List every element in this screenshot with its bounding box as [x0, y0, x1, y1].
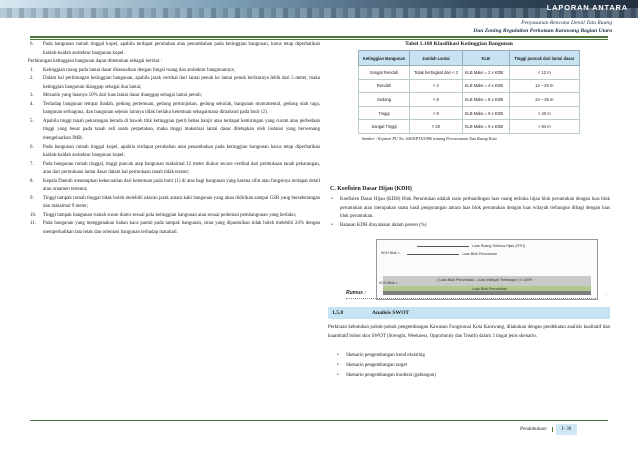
section-number: 1.5.8: [332, 310, 344, 316]
table-cell: > 84 m: [509, 120, 579, 134]
diagram-label-kdh: KDH Blok =: [381, 251, 400, 255]
rumus-end: .: [606, 292, 608, 297]
page-number: I- 30: [556, 424, 578, 435]
table-cell: KLB Maks = 9 x KDB: [462, 106, 509, 120]
bullet-icon: •: [331, 223, 333, 228]
table-cell: 24 – 36 m: [509, 93, 579, 107]
list-item: 2. Dalam hal perhitungan ketinggian bangunan, apabila jarak vertikal dari lantai penuh ke lantai penuh berikutnya lebih dari 5 meter, maka ketinggian bangunan dianggap sebagai dua lantai;: [30, 76, 320, 90]
list-item: 6. Pada bangunan rumah tinggal kopel, apabila terdapat perubahan atau penambahan pada ketinggian bangunan harus tetap diperhatikan kaidah-kaidah arsitektur bangunan kopel;: [30, 144, 320, 159]
table-title: Tabel 1.168 Klasifikasi Ketinggian Bangunan: [405, 41, 513, 47]
table-cell: KLB Maks = 2 x KDB: [462, 66, 509, 80]
section-c-heading: C. Koefisien Dasar Hijau (KDH): [330, 186, 412, 192]
table-header: Ketinggian Bangunan: [359, 51, 410, 66]
table-row: [359, 120, 580, 134]
subtitle-line-2: Dan Zoning Regulation Perkotaan Karawang Bagian Utara: [473, 27, 612, 34]
table-cell: > 20: [410, 120, 463, 134]
table-cell: Sedang: [359, 93, 410, 107]
left-column: [28, 41, 320, 238]
right-column: [328, 41, 610, 141]
kdh-limit: • Batasan KDH dinyatakan dalam persen (%): [340, 222, 610, 231]
header-banner: [0, 0, 638, 18]
list-item: • Skenario pengembangan target: [346, 362, 616, 371]
header-rule-thin: [30, 39, 608, 40]
bullet-icon: •: [331, 197, 333, 202]
list-item: 10. Tinggi tampak bangunan rumah susun diatur sesuai pola ketinggian bangunan atau sesuai pedoman pembangunan yang berlaku;: [30, 212, 297, 218]
list-item: 5. Apabila tinggi tanah pekarangan berada di bawah titik ketinggian (peil) bebas banjir atau terdapat kemiringan yang curam atau perbedaan tinggi yang besar pada tanah asli suatu perpetakan, maka tinggi maksimal lantai dasar ditetapkan oleh instansi yang berwenang mengeluarkan IMB;: [30, 118, 320, 142]
table-row: [359, 106, 580, 120]
list-item: 7. Pada bangunan rumah tinggal, tinggi puncak atap bangunan maksimal 12 meter diukur secara vertikal dari permukaan tanah pekarangan, atau dari permukaan lantai dasar dalam hal permukaan tanah tidak teratur;: [30, 161, 320, 176]
list-item: • Skenario pengembangan moderat (gabungan): [346, 372, 616, 381]
swot-paragraph: Perkiraan kebutuhan pokok-pokok pengembangan Kawasan Fungsional Kota Karawang, dilakukan dengan pendekatan analisis kualitatif dan kuantitatif bobot skor SWOT (Strenght, Weekness, Opportunity dan Treath) dalam 3 tingat jenis skenario.: [328, 325, 610, 339]
diagram-label-rth: Luas Ruang Terbuka Hijau (RTH): [472, 244, 525, 248]
table-header-row: [359, 51, 580, 66]
footer-rule: [30, 420, 608, 421]
table-cell: KLB Maks = 4 x KDB: [462, 79, 509, 93]
chapter-label: Pendahuluan: [520, 427, 553, 432]
kdh-diagram: [376, 239, 598, 300]
table-row: [359, 66, 580, 80]
rumus-divider: [346, 298, 596, 299]
subtitle-line-1: Penyusunan Rencana Detail Tata Ruang: [521, 20, 612, 26]
table-cell: < 8: [410, 93, 463, 107]
table-cell: < 12 m: [509, 66, 579, 80]
diagram-band-dark: [383, 291, 591, 295]
calculation-intro: Perhitungan ketinggian bangunan dapat ditentukan sebagai berikut :: [28, 59, 163, 65]
kdh-definition: • Koefisien Dasar Hijau (KDH) Blok Peruntukan adalah rasio perbandingan luas ruang terbuka hijau blok peruntukan dengan luas blok peruntukan atau merupakan suatu hasil pengurangan antara luas blok peruntukan dengan luas wilayah terbangun dibagi dengan luas blok peruntukan.: [331, 197, 610, 220]
table-cell: Tinggi: [359, 106, 410, 120]
diagram-label-blok: Luas Blok Peruntukan: [462, 252, 498, 256]
list-item-6-top: 6. Pada bangunan rumah tinggal kopel, apabila terdapat perubahan atau penambahan pada ketinggian bangunan, harus tetap diperhatikan kaidah-kaidah arsitektur bangunan kopel.: [30, 42, 320, 56]
table-header: KLB: [462, 51, 509, 66]
swot-section-bar: [328, 307, 610, 319]
table-header: Jumlah Lantai: [410, 51, 463, 66]
rumus-label: Rumus :: [346, 290, 366, 296]
page-footer: [520, 423, 577, 436]
list-item: 8. Kepala Daerah menetapkan kekecualian dari ketentuan pada butir (1) di atas bagi bangunan yang karena sifat atau fungsinya terdapat detail atau ornamen tertentu;: [30, 178, 320, 193]
table-cell: KLB Maks = 8 x KDB: [462, 93, 509, 107]
section-title: Analisis SWOT: [372, 310, 410, 316]
table-cell: < 4: [410, 79, 463, 93]
table-cell: > 9: [410, 106, 463, 120]
diagram-formula: ( Luas Blok Peruntukan - Luas Wilayah Terbangun ) x 100%: [437, 278, 533, 282]
height-classification-table: [358, 50, 580, 134]
list-item: 9. Tinggi tampak rumah tinggal tidak boleh melebihi ukuran jarak antara kaki bangunan yang akan didirikan sampai GSB yang berseberangan dan maksimal 9 meter;: [30, 195, 320, 210]
table-cell: Sangat Tinggi: [359, 120, 410, 134]
table-cell: Sangat Rendah: [359, 66, 410, 80]
table-cell: > 40 m: [509, 106, 579, 120]
document-subtitle: [473, 20, 612, 35]
list-item: 4. Terhadap bangunan tempat ibadah, gedung pertemuan, gedung pertunjukan, gedung sekolah, bangunan monumental, gedung olah raga, bangunan serbaguna, dan bangunan sejenis lainnya tidak berlaku ketentuan sebagaimana dimaksud pada butir (2).: [30, 101, 320, 116]
list-item: 1. Ketinggian ruang pada lantai dasar disesuaikan dengan fungsi ruang dan arsitektur bangunannya;: [30, 67, 235, 73]
report-label: LAPORAN ANTARA: [546, 3, 628, 12]
table-cell: Rendah: [359, 79, 410, 93]
bullet-icon: •: [337, 353, 339, 358]
table-row: [359, 79, 580, 93]
list-item: 3. Mezanin yang luasnya 50% dari luas lantai dasar dianggap sebagai lantai penuh;: [30, 93, 202, 99]
bullet-icon: •: [337, 373, 339, 378]
table-source: Sumber : Kepmen PU No. 640/KPTS/1986 tentang Perencanaan Tata Ruang Kota: [362, 135, 497, 141]
table-row: [359, 93, 580, 107]
table-cell: Tidak bertingkat dan < 2: [410, 66, 463, 80]
city-skyline-graphic: [0, 8, 638, 18]
list-item: 11. Pada bangunan yang menggunakan bahan kaca pantul pada tampak bangunan, sinar yang dipantulkan tidak boleh melebihi 24% dengan memperhatikan tata letak dan orientasi bangunan terhadap matahari.: [30, 221, 320, 236]
table-cell: 12 – 20 m: [509, 79, 579, 93]
diagram-label-bottom: Luas Blok Peruntukan: [472, 287, 508, 291]
diagram-label-side: KDH Blok =: [379, 281, 398, 285]
list-item: • Skenario pengembangan trend eksisting: [346, 352, 616, 361]
table-cell: KLB Maks = 9 x KDB: [462, 120, 509, 134]
bullet-icon: •: [337, 363, 339, 368]
table-header: Tinggi puncak dari lantai dasar: [509, 51, 579, 66]
